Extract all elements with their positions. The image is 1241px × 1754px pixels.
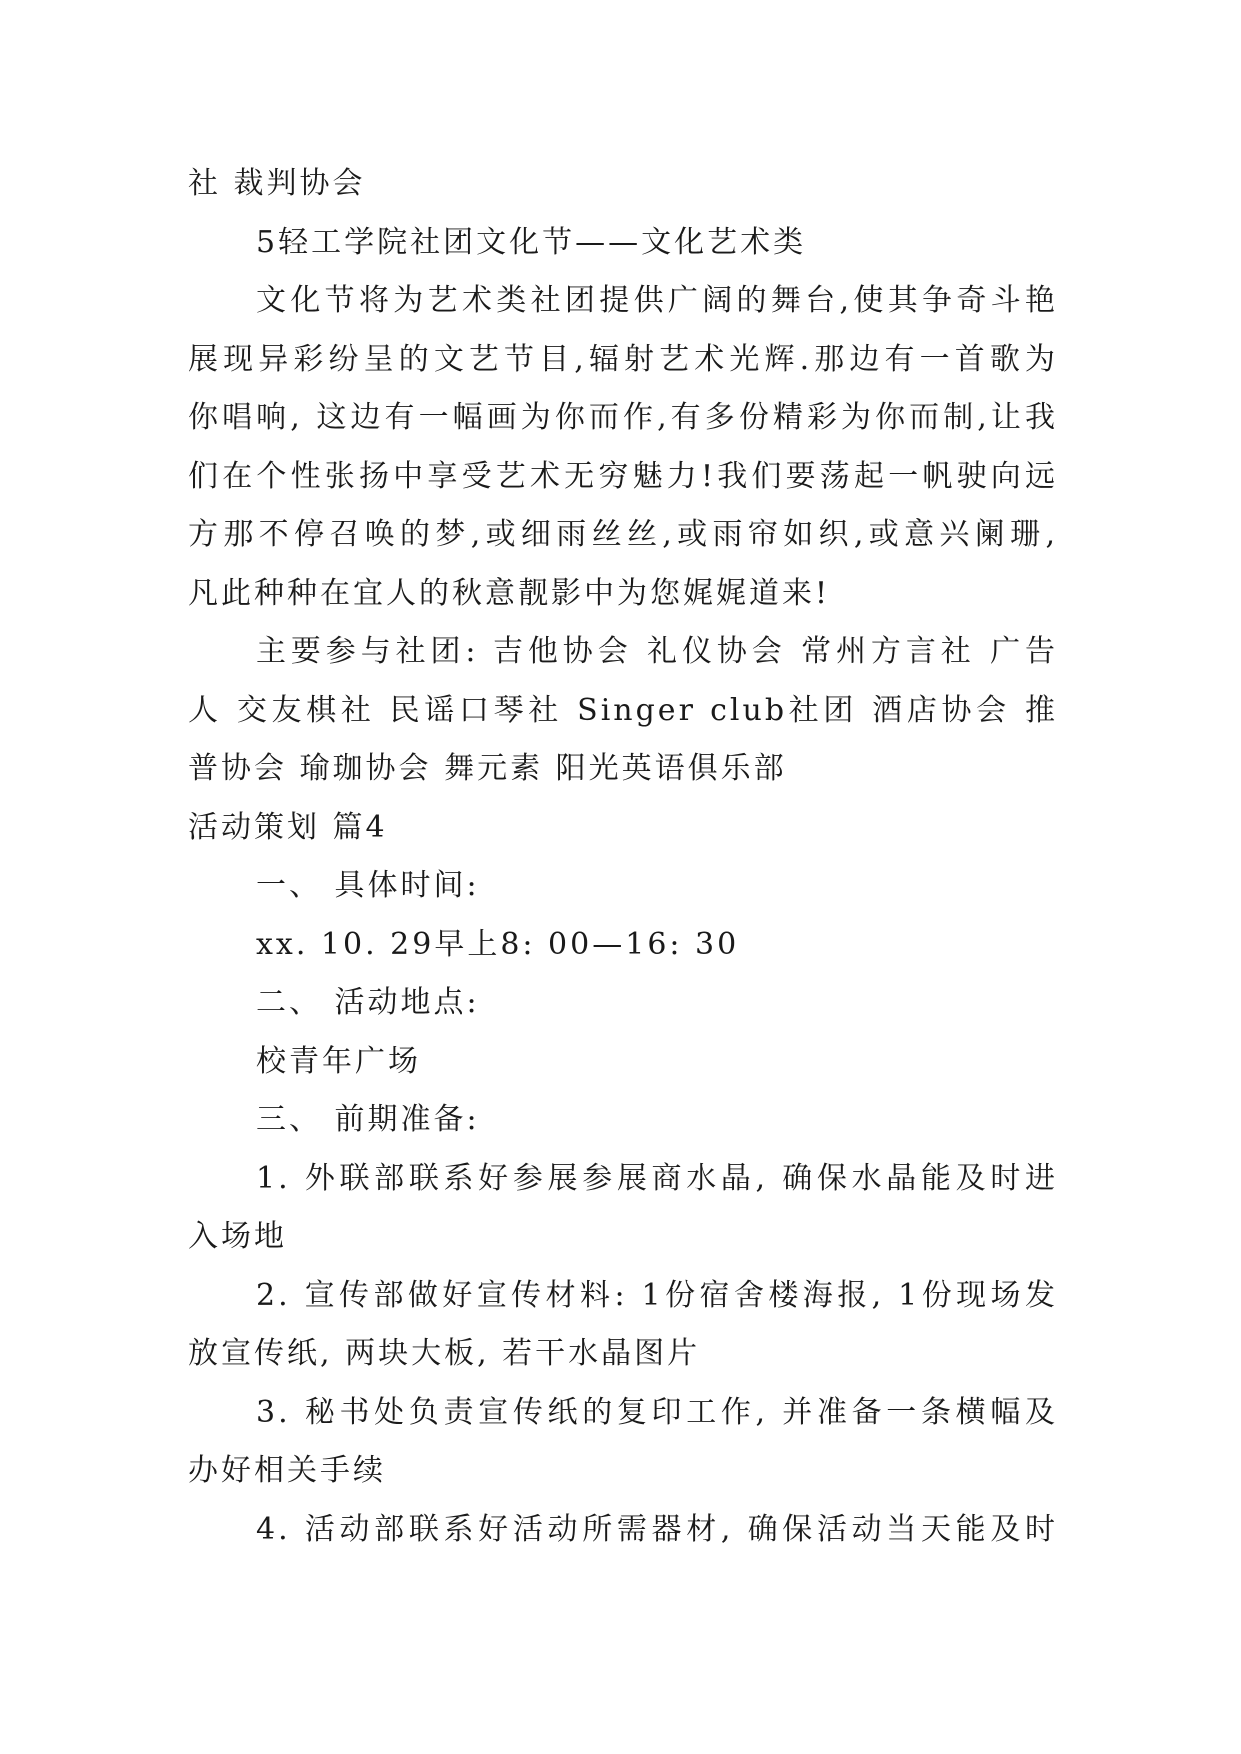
prep-item-2 [188,1267,1058,1384]
intro-paragraph [188,272,1058,623]
paragraph-line: 人 交友棋社 民谣口琴社 Singer club社团 酒店协会 推 [188,692,1058,728]
paragraph-line: 你唱响, 这边有一幅画为你而作,有多份精彩为你而制,让我 [188,400,1058,435]
list-item-line: 3. 秘书处负责宣传纸的复印工作, 并准备一条横幅及 [256,1394,1058,1430]
list-item-line: 入场地 [188,1219,287,1254]
plan-heading: 活动策划 篇4 [188,809,388,845]
text-line-clubs-tail: 社 裁判协会 [188,166,366,201]
time-heading: 一、 具体时间: [256,868,480,903]
clubs-paragraph [188,623,1058,799]
location-value: 校青年广场 [256,1043,421,1079]
paragraph-line: 文化节将为艺术类社团提供广阔的舞台,使其争奇斗艳 [256,283,1058,318]
list-item-line: 2. 宣传部做好宣传材料: 1份宿舍楼海报, 1份现场发 [256,1277,1058,1313]
document-body [188,155,1058,1559]
paragraph-line: 主要参与社团: 吉他协会 礼仪协会 常州方言社 广告 [256,634,1058,669]
paragraph-line: 凡此种种在宜人的秋意靓影中为您娓娓道来! [188,575,831,611]
paragraph-line: 们在个性张扬中享受艺术无穷魅力!我们要荡起一帆驶向远 [188,458,1058,494]
paragraph-line: 方那不停召唤的梦,或细雨丝丝,或雨帘如织,或意兴阑珊, [188,517,1058,552]
paragraph-line: 普协会 瑜珈协会 舞元素 阳光英语俱乐部 [188,751,787,786]
prep-item-3 [188,1384,1058,1501]
prep-item-4 [188,1501,1058,1560]
time-value: xx. 10. 29早上8: 00—16: 30 [256,926,740,962]
list-item-line: 办好相关手续 [188,1453,386,1488]
location-heading: 二、 活动地点: [256,985,480,1020]
list-item-line: 1. 外联部联系好参展参展商水晶, 确保水晶能及时进 [256,1160,1058,1196]
list-item-line: 4. 活动部联系好活动所需器材, 确保活动当天能及时 [256,1511,1058,1547]
list-item-line: 放宣传纸, 两块大板, 若干水晶图片 [188,1336,701,1371]
section-title: 5轻工学院社团文化节——文化艺术类 [256,224,807,260]
prep-heading: 三、 前期准备: [256,1102,480,1137]
prep-item-1 [188,1150,1058,1267]
paragraph-line: 展现异彩纷呈的文艺节目,辐射艺术光辉.那边有一首歌为 [188,341,1058,377]
